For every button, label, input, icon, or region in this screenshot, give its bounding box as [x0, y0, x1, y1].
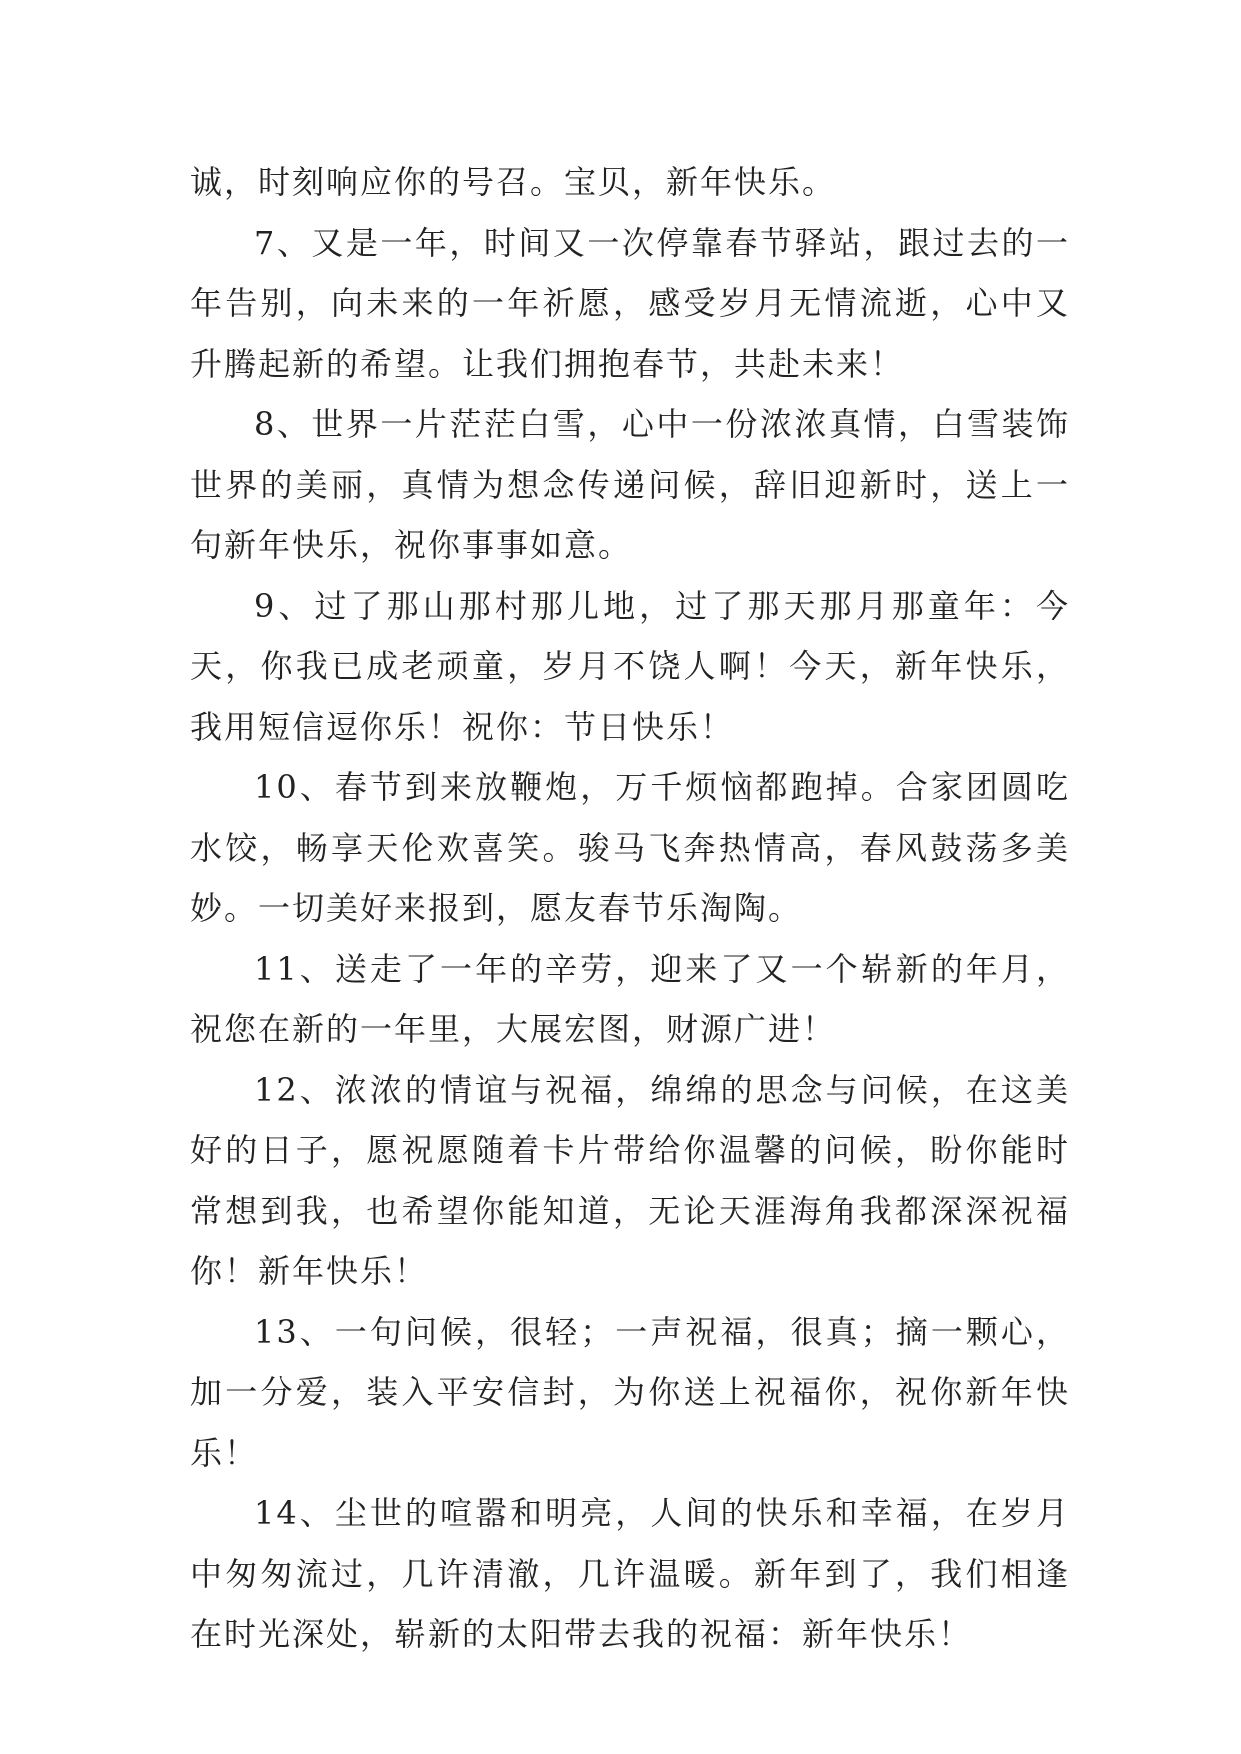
paragraph-8: 8、世界一片茫茫白雪，心中一份浓浓真情，白雪装饰世界的美丽，真情为想念传递问候，辞旧迎新时，送上一句新年快乐，祝你事事如意。: [190, 405, 1070, 564]
paragraph-13: 13、一句问候，很轻；一声祝福，很真；摘一颗心，加一分爱，装入平安信封，为你送上祝福你，祝你新年快乐！: [190, 1312, 1070, 1472]
paragraph-14: 14、尘世的喧嚣和明亮，人间的快乐和幸福，在岁月中匆匆流过，几许清澈，几许温暖。新年到了，我们相逢在时光深处，崭新的太阳带去我的祝福：新年快乐！: [190, 1494, 1070, 1653]
paragraph-11: 11、送走了一年的辛劳，迎来了又一个崭新的年月，祝您在新的一年里，大展宏图，财源广进！: [190, 949, 1070, 1048]
document-body: [190, 152, 1070, 1665]
paragraph-continuation: 诚，时刻响应你的号召。宝贝，新年快乐。: [190, 163, 837, 201]
paragraph-9: 9、过了那山那村那儿地，过了那天那月那童年：今天，你我已成老顽童，岁月不饶人啊！今天，新年快乐，我用短信逗你乐！祝你：节日快乐！: [190, 586, 1070, 746]
paragraph-12: 12、浓浓的情谊与祝福，绵绵的思念与问候，在这美好的日子，愿祝愿随着卡片带给你温馨的问候，盼你能时常想到我，也希望你能知道，无论天涯海角我都深深祝福你！新年快乐！: [190, 1070, 1070, 1290]
paragraph-10: 10、春节到来放鞭炮，万千烦恼都跑掉。合家团圆吃水饺，畅享天伦欢喜笑。骏马飞奔热情高，春风鼓荡多美妙。一切美好来报到，愿友春节乐淘陶。: [190, 768, 1070, 927]
paragraph-7: 7、又是一年，时间又一次停靠春节驿站，跟过去的一年告别，向未来的一年祈愿，感受岁月无情流逝，心中又升腾起新的希望。让我们拥抱春节，共赴未来！: [190, 223, 1070, 383]
